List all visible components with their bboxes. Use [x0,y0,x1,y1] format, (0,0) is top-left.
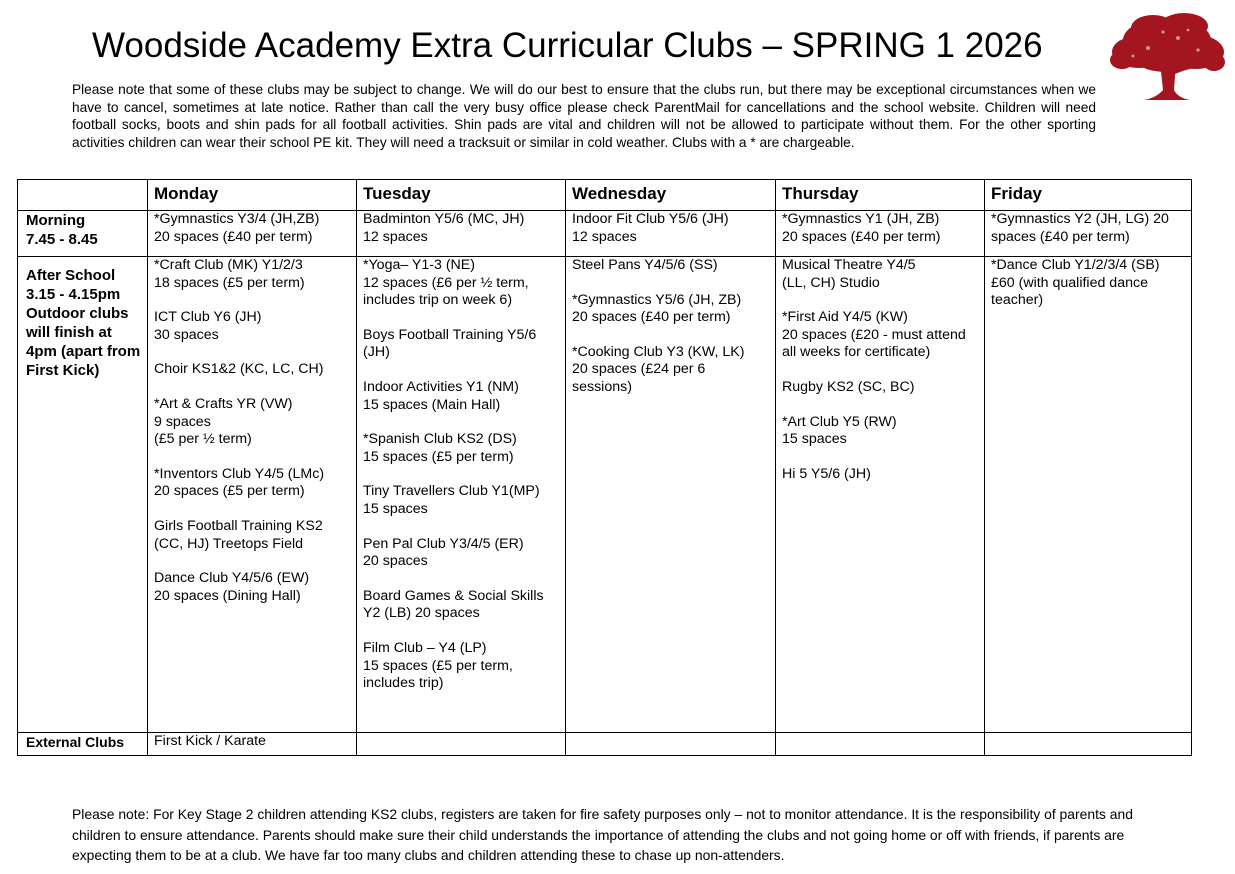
club-entry: Rugby KS2 (SC, BC) [782,378,915,395]
external-friday [985,733,1192,756]
club-entry: *First Aid Y4/5 (KW) 20 spaces (£20 - must attend all weeks for certificate) [782,309,966,361]
after-school-row [18,257,1192,733]
header-monday: Monday [148,180,357,211]
club-entry: ICT Club Y6 (JH) 30 spaces [154,309,262,343]
external-clubs-row [18,733,1192,756]
club-entry: *Gymnastics Y2 (JH, LG) 20 spaces (£40 per term) [991,211,1169,245]
club-entry: Steel Pans Y4/5/6 (SS) [572,257,718,273]
club-entry: *Yoga– Y1-3 (NE) 12 spaces (£6 per ½ term, includes trip on week 6) [363,257,529,309]
club-entry: *Spanish Club KS2 (DS) 15 spaces (£5 per term) [363,431,517,465]
header-wednesday: Wednesday [566,180,776,211]
club-entry: Board Games & Social Skills Y2 (LB) 20 spaces [363,587,544,622]
row-label-text: After School 3.15 - 4.15pm Outdoor clubs will finish at 4pm (apart from First Kick) [26,267,141,379]
morning-tuesday [357,211,566,257]
club-entry: *Dance Club Y1/2/3/4 (SB) £60 (with qualified dance teacher) [991,257,1160,309]
page-title: Woodside Academy Extra Curricular Clubs – SPRING 1 2026 [92,26,1043,65]
header-tuesday: Tuesday [357,180,566,211]
club-entry: Hi 5 Y5/6 (JH) [782,465,871,482]
club-entry: Indoor Activities Y1 (NM) 15 spaces (Main Hall) [363,378,519,413]
morning-friday [985,211,1192,257]
morning-thursday [776,211,985,257]
header-thursday: Thursday [776,180,985,211]
external-clubs-label: External Clubs [18,733,148,756]
tree-logo-icon [1108,10,1226,106]
morning-row [18,211,1192,257]
club-entry: Tiny Travellers Club Y1(MP) 15 spaces [363,483,540,517]
clubs-timetable [17,179,1192,756]
after-school-thursday [776,257,985,733]
intro-notice: Please note that some of these clubs may be subject to change. We will do our best to ensure that the clubs run, but there may be exceptional circumstances when we have to cancel, sometimes at late notice. Rather than call the very busy office please check ParentMail for cancellations and the school website. Children will need football socks, boots and shin pads for all football activities. Shin pads are vital and children will not be allowed to participate without them. For the other sporting activities children can wear their school PE kit. They will need a tracksuit or similar in cold weather. Clubs with a * are chargeable. [72,82,1096,150]
club-entry: Film Club – Y4 (LP) 15 spaces (£5 per term, includes trip) [363,639,513,692]
club-entry: Boys Football Training Y5/6 (JH) [363,326,537,361]
external-tuesday [357,733,566,756]
club-entry: *Art Club Y5 (RW) 15 spaces [782,413,897,448]
header-corner [18,180,148,211]
after-school-tuesday [357,257,566,733]
morning-monday [148,211,357,257]
club-entry: *Cooking Club Y3 (KW, LK) 20 spaces (£24 per 6 sessions) [572,343,745,395]
morning-wednesday [566,211,776,257]
after-school-label [18,257,148,733]
club-entry: Musical Theatre Y4/5 (LL, CH) Studio [782,257,916,291]
header-row [18,180,1192,211]
after-school-monday [148,257,357,733]
row-label-text: Morning 7.45 - 8.45 [26,212,98,248]
morning-label [18,211,148,257]
club-entry: *Gymnastics Y1 (JH, ZB) 20 spaces (£40 per term) [782,211,941,245]
club-entry: *Inventors Club Y4/5 (LMc) 20 spaces (£5 per term) [154,465,325,500]
external-thursday [776,733,985,756]
club-entry: Indoor Fit Club Y5/6 (JH) 12 spaces [572,211,729,245]
club-entry: Badminton Y5/6 (MC, JH) 12 spaces [363,211,525,245]
club-entry: Choir KS1&2 (KC, LC, CH) [154,361,324,378]
external-wednesday [566,733,776,756]
club-entry: *Gymnastics Y5/6 (JH, ZB) 20 spaces (£40 per term) [572,291,742,326]
footer-note: Please note: For Key Stage 2 children attending KS2 clubs, registers are taken for fire safety purposes only – not to monitor attendance. It is the responsibility of parents and children to ensure attendance. Parents should make sure their child understands the importance of attending the clubs and not going home or off with friends, if parents are expecting them to be at a club. We have far too many clubs and children attending these to chase up non-attenders. [72,806,1133,864]
club-entry: *Gymnastics Y3/4 (JH,ZB) 20 spaces (£40 per term) [154,211,320,245]
after-school-wednesday [566,257,776,733]
club-entry: Pen Pal Club Y3/4/5 (ER) 20 spaces [363,535,524,570]
club-entry: Dance Club Y4/5/6 (EW) 20 spaces (Dining Hall) [154,570,310,604]
club-entry: *Craft Club (MK) Y1/2/3 18 spaces (£5 per term) [154,257,305,291]
club-entry: *Art & Crafts YR (VW) 9 spaces (£5 per ½ term) [154,395,293,448]
club-entry: Girls Football Training KS2 (CC, HJ) Treetops Field [154,517,323,552]
header-friday: Friday [985,180,1192,211]
after-school-friday [985,257,1192,733]
external-monday: First Kick / Karate [148,733,357,756]
